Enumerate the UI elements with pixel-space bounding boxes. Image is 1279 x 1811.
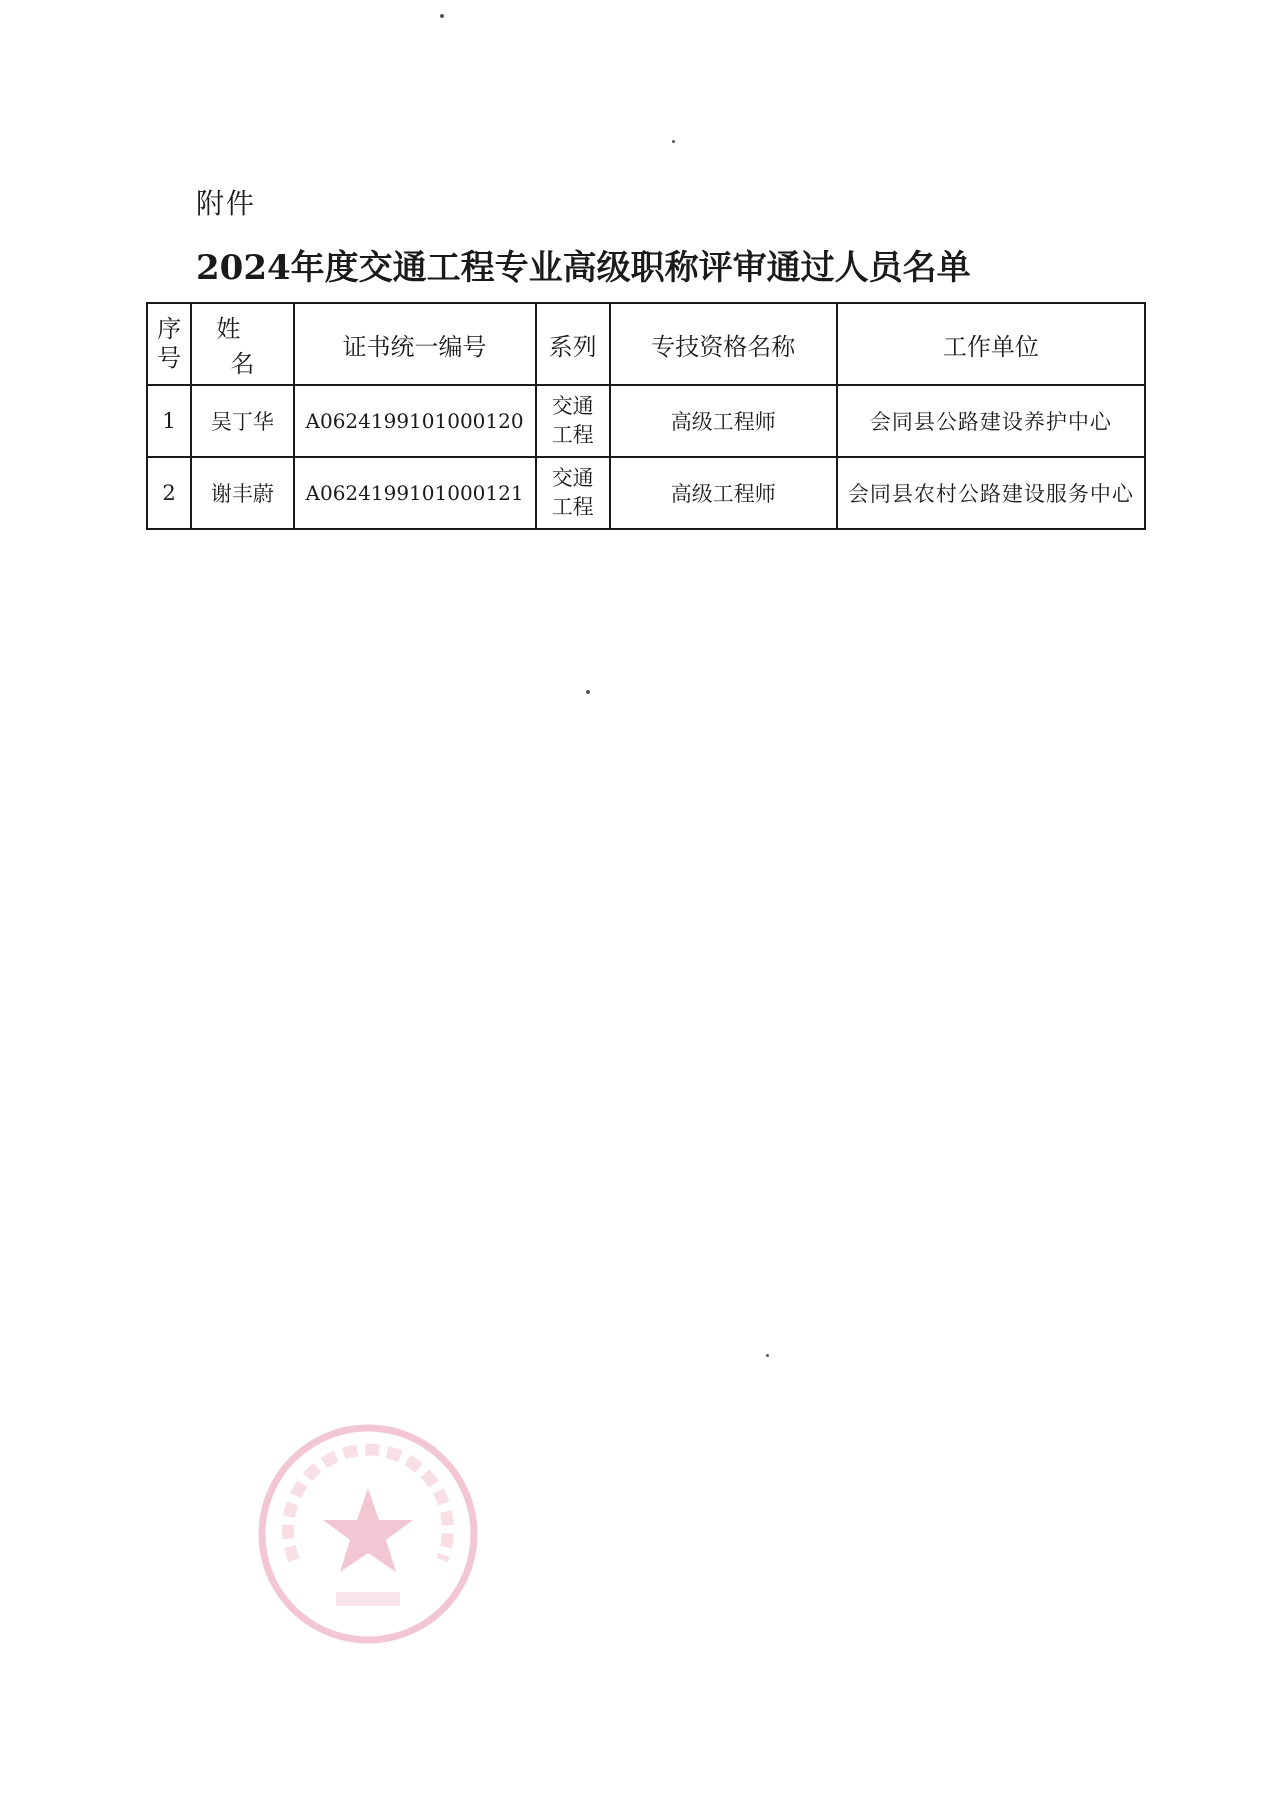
cell-qualification: 高级工程师 [610,457,837,529]
cell-work-unit: 会同县公路建设养护中心 [837,385,1145,457]
header-cert-number: 证书统一编号 [294,303,536,385]
seal-star-icon [323,1488,413,1572]
attachment-label: 附件 [196,187,257,220]
cell-name: 吴丁华 [191,385,293,457]
cell-seq: 1 [147,385,191,457]
table-row [147,457,1145,529]
header-qualification: 专技资格名称 [610,303,837,385]
cell-name: 谢丰蔚 [191,457,293,529]
cell-series: 交通工程 [536,457,610,529]
scan-speck [766,1354,769,1357]
cell-series: 交通工程 [536,385,610,457]
seal-bottom-mark [336,1592,400,1606]
cell-qualification: 高级工程师 [610,385,837,457]
header-work-unit: 工作单位 [837,303,1145,385]
cell-cert-number: A0624199101000121 [294,457,536,529]
table-row [147,385,1145,457]
header-series: 系列 [536,303,610,385]
scan-speck [440,14,444,18]
header-name: 姓名 [191,303,293,385]
official-seal-stamp [254,1420,482,1648]
scan-speck [672,140,675,143]
personnel-table [146,302,1146,530]
cell-work-unit: 会同县农村公路建设服务中心 [837,457,1145,529]
header-seq: 序号 [147,303,191,385]
cell-seq: 2 [147,457,191,529]
scan-speck [586,690,590,694]
cell-cert-number: A0624199101000120 [294,385,536,457]
table-header-row [147,303,1145,385]
document-title: 2024年度交通工程专业高级职称评审通过人员名单 [196,248,971,288]
